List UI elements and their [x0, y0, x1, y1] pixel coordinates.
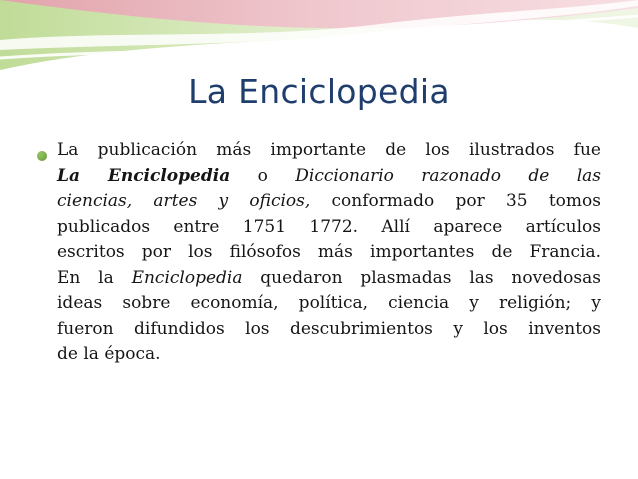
paragraph-line: ideas sobre economía, política, ciencia y religión; y — [57, 293, 601, 313]
encyclopedia-title-emphasis: La Enciclopedia — [57, 165, 231, 186]
paragraph-line — [57, 189, 601, 215]
paragraph-text: conformado por 35 tomos — [310, 191, 601, 211]
paragraph-line: de la época. — [57, 344, 161, 364]
paragraph-line: La publicación más importante de los ilustrados fue — [57, 140, 601, 160]
encyclopedia-italic: Enciclopedia — [131, 267, 243, 288]
paragraph-line: fueron difundidos los descubrimientos y los inventos — [57, 318, 601, 339]
paragraph-line — [57, 164, 601, 190]
bullet-paragraph — [57, 138, 601, 368]
bullet-icon — [37, 151, 47, 161]
dictionary-title-italic-cont: ciencias, artes y oficios, — [57, 191, 311, 211]
paragraph-text: quedaron plasmadas las novedosas — [242, 267, 601, 288]
connector-text: o — [230, 165, 296, 186]
paragraph-line: escritos por los filósofos más importantes de Francia. — [57, 242, 601, 262]
paragraph-line: publicados entre 1751 1772. Allí aparece artículos — [57, 216, 601, 237]
paragraph-line — [57, 266, 601, 292]
dictionary-title-italic: Diccionario razonado de las — [295, 165, 601, 186]
slide-title: La Enciclopedia — [188, 72, 450, 111]
paragraph-text: En la — [57, 267, 132, 288]
